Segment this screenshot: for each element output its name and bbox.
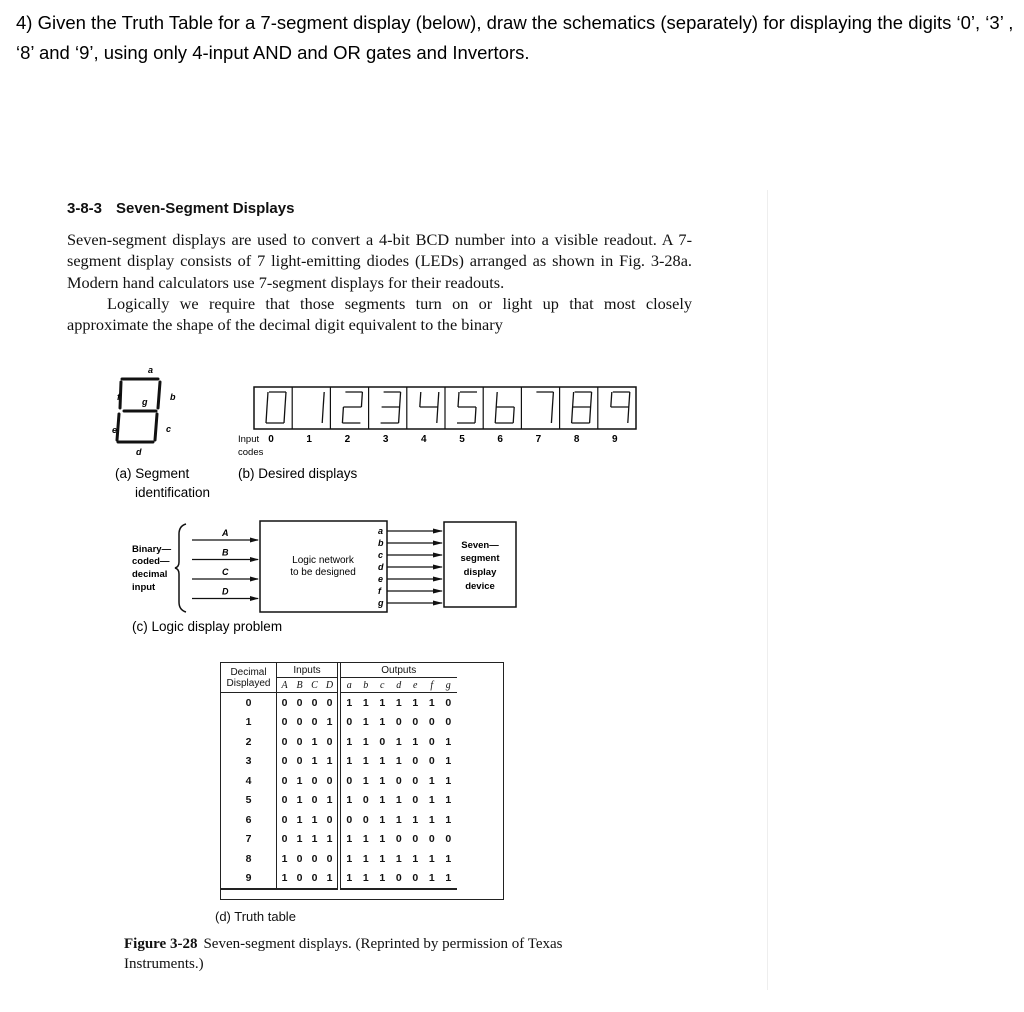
table-row	[221, 693, 457, 713]
segment-b	[552, 392, 553, 407]
cell-input: 1	[322, 713, 339, 733]
segment-c	[437, 407, 438, 423]
device-label: device	[465, 581, 495, 592]
header-output-b: b	[363, 679, 369, 691]
truth-table	[221, 663, 457, 890]
cell-output: 1	[440, 869, 457, 890]
cell-output: 1	[395, 813, 402, 826]
segment-e	[572, 407, 573, 423]
cell-output: 0	[395, 833, 402, 846]
cell-output: 1	[362, 833, 369, 846]
cell-output: 1	[428, 774, 435, 787]
cell-output: 1	[379, 852, 386, 865]
cell-output: 1	[379, 774, 386, 787]
digit-display-9	[598, 387, 630, 429]
cell-output: 1	[395, 794, 402, 807]
cell-output: 1	[395, 852, 402, 865]
cell-decimal: 2	[221, 732, 277, 752]
cell-output: 1	[346, 794, 353, 807]
output-label-g: g	[378, 598, 384, 608]
cell-output: 0	[412, 794, 419, 807]
cell-output: 1	[339, 693, 358, 713]
output-label-c: c	[378, 550, 384, 560]
cell-input: 0	[311, 774, 318, 787]
input-brace	[175, 524, 186, 612]
fig-d-caption: (d) Truth table	[215, 909, 296, 924]
cell-output: 1	[445, 755, 452, 768]
cell-output: 1	[374, 869, 391, 890]
arrow-icon	[250, 577, 259, 582]
cell-input: 0	[281, 755, 288, 768]
figure-caption-text: Seven-segment displays. (Reprinted by permission of Texas Instruments.)	[124, 936, 563, 972]
segment-b	[361, 392, 362, 407]
input-codes-label: Input	[238, 434, 260, 445]
cell-input: 1	[311, 755, 318, 768]
cell-decimal: 7	[221, 830, 277, 850]
cell-output: 1	[362, 852, 369, 865]
digit-display-7	[521, 387, 553, 429]
input-code: 0	[268, 434, 274, 445]
segment-label-e: e	[112, 425, 118, 435]
table-row	[221, 752, 457, 772]
segment-f	[611, 392, 612, 407]
cell-input: 0	[307, 869, 322, 890]
arrow-icon	[433, 601, 443, 606]
cell-output: 0	[346, 716, 353, 729]
input-code: 4	[421, 434, 427, 445]
cell-output: 1	[395, 755, 402, 768]
digit-display-2	[330, 387, 362, 429]
cell-output: 1	[379, 716, 386, 729]
cell-input: 0	[281, 833, 288, 846]
cell-input: 0	[322, 693, 339, 713]
cell-output: 1	[379, 755, 386, 768]
table-row	[221, 869, 457, 890]
segment-f	[267, 392, 268, 407]
input-label-D: D	[222, 586, 229, 597]
output-label-b: b	[378, 538, 384, 548]
cell-output: 0	[440, 693, 457, 713]
arrow-icon	[433, 529, 443, 534]
cell-input: 0	[296, 852, 303, 865]
fig-a-caption-2: identification	[135, 485, 211, 500]
header-input-C: C	[311, 679, 318, 691]
table-row	[221, 771, 457, 791]
arrow-icon	[250, 596, 259, 601]
input-label-A: A	[222, 528, 229, 538]
bcd-input-label: input	[132, 582, 156, 593]
header-output-a: a	[346, 679, 352, 691]
cell-output: 1	[379, 794, 386, 807]
cell-output: 0	[445, 716, 452, 729]
header-input-A: A	[281, 679, 288, 691]
cell-input: 0	[322, 849, 339, 869]
input-code: 3	[382, 434, 389, 445]
cell-output: 1	[445, 774, 452, 787]
output-label-a: a	[378, 526, 384, 536]
cell-input: 0	[281, 813, 288, 826]
cell-input: 0	[281, 774, 288, 787]
segment-label-a: a	[148, 365, 154, 375]
fig-c-caption: (c) Logic display problem	[132, 619, 283, 634]
segment-c	[590, 407, 591, 423]
cell-output: 1	[407, 693, 424, 713]
cell-input: 1	[296, 833, 303, 846]
segment-f	[458, 392, 459, 407]
cell-output: 1	[346, 755, 353, 768]
input-code: 2	[344, 434, 351, 445]
cell-output: 1	[379, 833, 386, 846]
input-label-C: C	[222, 567, 229, 577]
cell-output: 1	[424, 693, 441, 713]
input-codes-label-2: codes	[238, 447, 264, 458]
cell-output: 0	[346, 774, 353, 787]
cell-output: 0	[412, 716, 419, 729]
segment-c	[322, 407, 323, 423]
segment-f	[496, 392, 497, 407]
figure-label: Figure 3-28	[124, 936, 198, 952]
cell-input: 0	[322, 810, 339, 830]
bcd-input-label: Binary—	[132, 544, 172, 555]
cell-input: 1	[322, 752, 339, 772]
cell-decimal: 0	[221, 693, 277, 713]
table-row	[221, 810, 457, 830]
input-code: 8	[573, 434, 580, 445]
digit-display-5	[445, 387, 477, 429]
digit-display-0	[266, 392, 286, 423]
cell-input: 1	[296, 794, 303, 807]
cell-input: 0	[311, 716, 318, 729]
cell-output: 1	[428, 852, 435, 865]
output-label-f: f	[378, 586, 381, 596]
cell-input: 0	[307, 693, 322, 713]
digit-display-8	[560, 387, 592, 429]
input-codes	[268, 434, 618, 445]
cell-input: 0	[311, 852, 318, 865]
cell-decimal: 4	[221, 771, 277, 791]
cell-output: 0	[391, 869, 408, 890]
cell-output: 1	[346, 833, 353, 846]
cell-output: 1	[374, 693, 391, 713]
segment-c	[284, 407, 285, 423]
paragraph: Logically we require that those segments turn on or light up that most closely approximate the shape of the decimal digit equivalent to the binary	[67, 293, 692, 335]
cell-decimal: 3	[221, 752, 277, 772]
section-title: Seven-Segment Displays	[116, 200, 295, 217]
table-row	[221, 713, 457, 733]
cell-output: 0	[395, 774, 402, 787]
fig-a-caption: (a) Segment	[115, 466, 190, 481]
segment-label-b: b	[170, 392, 176, 402]
cell-output: 1	[424, 869, 441, 890]
cell-output: 1	[445, 735, 452, 748]
cell-input: 0	[292, 869, 307, 890]
arrow-icon	[433, 577, 443, 582]
arrow-icon	[433, 541, 443, 546]
header-outputs: Outputs	[339, 663, 457, 678]
cell-decimal: 5	[221, 791, 277, 811]
segment-b	[323, 392, 324, 407]
cell-input: 0	[281, 735, 288, 748]
digit-display-3	[369, 387, 401, 429]
paragraph: Seven-segment displays are used to convert a 4-bit BCD number into a visible readout. A 7-segment display consists of 7 light-emitting diodes (LEDs) arranged as shown in Fig. 3-28a. Modern hand calculators use 7-segment displays for their readouts.	[67, 230, 692, 292]
segment-e	[266, 407, 267, 423]
question-text: 4) Given the Truth Table for a 7-segment display (below), draw the schematics (separately) for displaying the digits ‘0’, ‘3’ , ‘8’ and ‘9’, using only 4-input AND and OR gates and Invertors.	[16, 12, 1014, 63]
input-code: 1	[306, 434, 312, 445]
cell-output: 0	[346, 813, 353, 826]
header-inputs: Inputs	[277, 663, 340, 678]
digit-display-4	[407, 387, 439, 429]
cell-output: 1	[395, 735, 402, 748]
cell-output: 1	[428, 794, 435, 807]
cell-output: 1	[428, 813, 435, 826]
digit-display-1	[292, 387, 324, 429]
fig-b-caption: (b) Desired displays	[238, 466, 358, 481]
cell-output: 1	[445, 813, 452, 826]
cell-output: 0	[412, 833, 419, 846]
cell-output: 0	[428, 755, 435, 768]
cell-output: 1	[339, 869, 358, 890]
segment-identification-diagram	[117, 379, 160, 442]
table-row	[221, 791, 457, 811]
input-lines	[192, 528, 259, 601]
digit-display-6	[483, 387, 514, 429]
cell-output: 0	[428, 716, 435, 729]
segment-b	[285, 392, 286, 407]
output-label-d: d	[378, 562, 384, 572]
segment-c	[475, 407, 476, 423]
segment-f	[573, 392, 574, 407]
cell-output: 0	[362, 813, 369, 826]
input-code: 5	[459, 434, 465, 445]
segment-f	[420, 392, 421, 407]
device-label: Seven—	[461, 540, 499, 551]
input-code: 6	[497, 434, 503, 445]
cell-output: 1	[346, 852, 353, 865]
cell-input: 0	[296, 735, 303, 748]
cell-input: 1	[277, 869, 293, 890]
header-output-d: d	[396, 679, 402, 691]
bcd-input-label: decimal	[132, 569, 168, 580]
cell-output: 1	[445, 852, 452, 865]
cell-input: 0	[281, 794, 288, 807]
header-input-B: B	[296, 679, 303, 691]
segment-b	[400, 392, 401, 407]
cell-input: 1	[296, 813, 303, 826]
segment-label-c: c	[166, 424, 172, 434]
cell-output: 1	[362, 716, 369, 729]
segment-b	[438, 392, 439, 407]
cell-output: 0	[407, 869, 424, 890]
cell-output: 0	[379, 735, 386, 748]
header-output-e: e	[413, 679, 418, 691]
segment-c	[399, 407, 400, 423]
cell-input: 0	[277, 693, 293, 713]
cell-output: 0	[412, 755, 419, 768]
arrow-icon	[250, 557, 259, 562]
cell-output: 1	[358, 693, 375, 713]
cell-input: 1	[296, 774, 303, 787]
cell-input: 0	[311, 794, 318, 807]
cell-input: 0	[281, 716, 288, 729]
cell-output: 0	[412, 774, 419, 787]
segment-b	[591, 392, 592, 407]
cell-input: 0	[296, 716, 303, 729]
logic-network-label: to be designed	[290, 567, 356, 578]
input-label-B: B	[222, 547, 229, 558]
cell-input: 1	[311, 833, 318, 846]
table-row	[221, 830, 457, 850]
segment-e	[495, 407, 496, 423]
output-label-e: e	[378, 574, 384, 584]
cell-output: 1	[346, 735, 353, 748]
header-output-g: g	[445, 679, 451, 691]
segment-c	[628, 407, 629, 423]
cell-output: 0	[445, 833, 452, 846]
table-row	[221, 849, 457, 869]
cell-input: 0	[322, 771, 339, 791]
arrow-icon	[433, 553, 443, 558]
cell-input: 0	[296, 755, 303, 768]
cell-output: 1	[379, 813, 386, 826]
cell-output: 1	[412, 735, 419, 748]
bcd-input-label: coded—	[132, 556, 170, 567]
segment-label-g: g	[142, 397, 148, 407]
arrow-icon	[433, 565, 443, 570]
cell-output: 1	[391, 693, 408, 713]
arrow-icon	[250, 538, 259, 543]
digit-displays	[266, 387, 630, 429]
logic-network-label: Logic network	[292, 555, 354, 566]
cell-output: 0	[395, 716, 402, 729]
table-row	[221, 732, 457, 752]
cell-output: 0	[362, 794, 369, 807]
cell-output: 0	[428, 833, 435, 846]
header-input-D: D	[322, 678, 339, 693]
cell-decimal: 1	[221, 713, 277, 733]
segment-c	[513, 407, 514, 423]
input-code: 9	[612, 434, 618, 445]
figure-caption	[124, 934, 644, 974]
cell-input: 1	[311, 813, 318, 826]
cell-input: 1	[322, 791, 339, 811]
cell-input: 1	[322, 830, 339, 850]
segment-e	[342, 407, 343, 423]
cell-decimal: 6	[221, 810, 277, 830]
seven-segment-device-box	[444, 522, 516, 607]
cell-output: 1	[412, 813, 419, 826]
device-label: display	[463, 567, 497, 578]
segment-b	[629, 392, 630, 407]
cell-output: 1	[358, 869, 375, 890]
segment-label-f: f	[117, 392, 120, 402]
cell-output: 0	[428, 735, 435, 748]
cell-input: 1	[322, 869, 339, 890]
cell-decimal: 8	[221, 849, 277, 869]
cell-output: 1	[412, 852, 419, 865]
arrow-icon	[433, 589, 443, 594]
cell-input: 1	[311, 735, 318, 748]
cell-input: 0	[292, 693, 307, 713]
cell-input: 0	[322, 732, 339, 752]
section-number: 3-8-3	[67, 200, 103, 217]
header-output-c: c	[380, 679, 385, 691]
cell-decimal: 9	[221, 869, 277, 890]
input-code: 7	[535, 434, 542, 445]
segment-label-d: d	[136, 447, 142, 457]
cell-output: 1	[362, 755, 369, 768]
cell-output: 1	[445, 794, 452, 807]
cell-output: 1	[362, 774, 369, 787]
cell-output: 1	[362, 735, 369, 748]
header-decimal: Decimal Displayed	[221, 663, 277, 693]
cell-input: 1	[281, 852, 288, 865]
header-output-f: f	[430, 679, 434, 691]
device-label: segment	[460, 553, 500, 564]
segment-c	[551, 407, 552, 423]
